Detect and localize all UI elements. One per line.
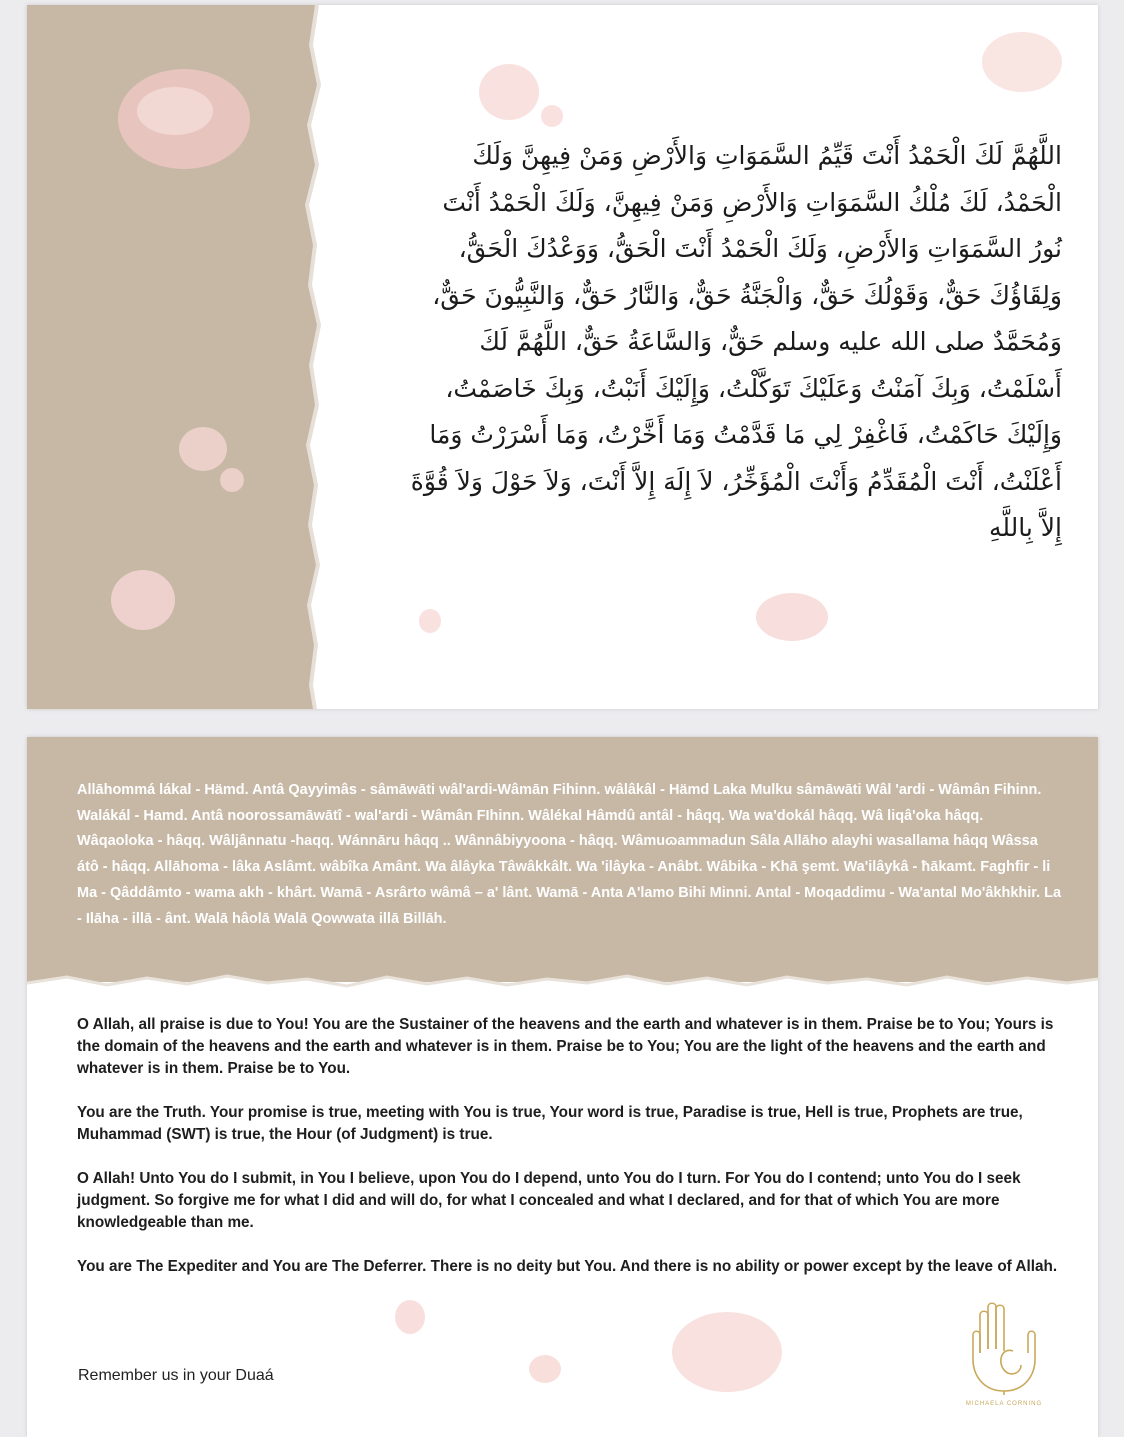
translation-card xyxy=(27,737,1098,1437)
arabic-line: وَإِلَيْكَ حَاكَمْتُ، فَاغْفِرْ لِي مَا قَدَّمْتُ وَمَا أَخَّرْتُ، وَمَا أَسْرَرْتُ وَمَا xyxy=(429,420,1062,449)
arabic-card xyxy=(27,5,1098,709)
petal-decoration xyxy=(417,607,443,635)
arabic-line: أَسْلَمْتُ، وَبِكَ آمَنْتُ وَعَلَيْكَ تَوَكَّلْتُ، وَإِلَيْكَ أَنَبْتُ، وَبِكَ خَاصَمْتُ، xyxy=(445,373,1062,403)
petal-decoration xyxy=(475,60,545,124)
petal-decoration xyxy=(752,587,832,647)
torn-paper-edge xyxy=(289,5,339,709)
petal-decoration xyxy=(392,1297,428,1337)
english-paragraph: O Allah! Unto You do I submit, in You I believe, upon You do I depend, unto You do I turn. For You do I contend; unto You do I seek judgment. So forgive me for what I did and will do, for what I concealed and what I declared, and for that of which You are more knowledgeable than me. xyxy=(77,1170,1021,1231)
hamsa-logo-icon xyxy=(961,1299,1047,1395)
arabic-line: وَمُحَمَّدٌ صلى الله عليه وسلم حَقٌّ، وَالسَّاعَةُ حَقٌّ، اللَّهُمَّ لَكَ xyxy=(479,327,1062,356)
petal-decoration xyxy=(525,1349,565,1389)
english-paragraph: You are the Truth. Your promise is true, meeting with You is true, Your word is true, Paradise is true, Hell is true, Prophets are true, Muhammad (SWT) is true, the Hour (of Judgment) is true. xyxy=(77,1104,1023,1143)
petal-decoration xyxy=(115,63,253,175)
arabic-supplication xyxy=(372,133,1062,552)
torn-paper-edge xyxy=(27,969,1098,999)
arabic-line: الْحَمْدُ، لَكَ مُلْكُ السَّمَوَاتِ وَالأَرْضِ وَمَنْ فِيهِنَّ، وَلَكَ الْحَمْدُ أَنْتَ xyxy=(442,187,1062,217)
petal-decoration xyxy=(107,565,179,635)
english-paragraph: You are The Expediter and You are The Deferrer. There is no deity but You. And there is no ability or power except by the leave of Allah. xyxy=(77,1258,1058,1275)
arabic-line: أَعْلَنْتُ، أَنْتَ الْمُقَدِّمُ وَأَنْتَ الْمُؤَخِّرُ، لاَ إِلَهَ إِلاَّ أَنْتَ، وَلاَ حَوْلَ وَلاَ قُوَّةَ xyxy=(410,466,1062,496)
petal-decoration xyxy=(217,465,247,495)
arabic-line: إِلاَّ بِاللَّهِ xyxy=(988,513,1062,542)
petal-decoration xyxy=(977,25,1067,99)
arabic-line: اللَّهُمَّ لَكَ الْحَمْدُ أَنْتَ قَيِّمُ السَّمَوَاتِ وَالأَرْضِ وَمَنْ فِيهِنَّ وَلَكَ xyxy=(472,141,1062,170)
transliteration-text: Allāhommá lákal - Hämd. Antâ Qayyimâs - sâmāwāti wâl'ardi-Wâmān Fihinn. wâlâkâl - Hämd Laka Mulku sâmāwāti Wâl 'ardi - Wâmân Fihinn. Walákál - Hamd. Antâ noorossamāwātî - wal'ardi - Wâmân FIhinn. Wâlékal Hâmdû antâl - hâqq. Wa wa'dokál hâqq. Wâ liqâ'oka hâqq. Wâqaoloka - hâqq. Wâljânnatu -haqq. Wánnāru hâqq .. Wânnâbiyyoona - hâqq. Wâmuɷammadun Sâla Allāho alayhi wasallama hâqq Wâssa átô - hâqq. Allāhoma - lâka Aslâmt. wâbîka Amânt. Wa âlâyka Tâwâkkâlt. Wa 'ilâyka - Anâbt. Wâbika - Khā şemt. Wa'ilâykâ - ħākamt. Faghfir - li Ma - Qâddâmto - wama akh - khârt. Wamā - Asrârto wâmâ – a' lânt. Wamā - Anta A'lamo Bihi Minni. Antal - Moqaddimu - Wa'antal Mo'âkhkhir. La - Ilāha - illā - ânt. Walā hâolā Walā Qowwata illā Billāh. xyxy=(77,782,1062,927)
brand-logo xyxy=(961,1299,1047,1407)
english-translation xyxy=(77,1014,1067,1300)
footer-note: Remember us in your Duaá xyxy=(78,1367,274,1384)
petal-decoration xyxy=(667,1307,787,1397)
english-paragraph: O Allah, all praise is due to You! You are the Sustainer of the heavens and the earth and whatever is in them. Praise be to You; Yours is the domain of the heavens and the earth and whatever is in them. Praise be to You; You are the light of the heavens and the earth and whatever is in them. Praise be to You. xyxy=(77,1016,1054,1077)
arabic-line: وَلِقَاؤُكَ حَقٌّ، وَقَوْلُكَ حَقٌّ، وَالْجَنَّةُ حَقٌّ، وَالنَّارُ حَقٌّ، وَالنَّبِيُّونَ حَقٌّ، xyxy=(432,280,1062,310)
petal-decoration xyxy=(539,103,565,129)
logo-wordmark: MICHAELA CORNING xyxy=(965,1401,1043,1407)
arabic-line: نُورُ السَّمَوَاتِ وَالأَرْضِ، وَلَكَ الْحَمْدُ أَنْتَ الْحَقُّ، وَوَعْدُكَ الْحَقُّ، xyxy=(458,234,1062,263)
